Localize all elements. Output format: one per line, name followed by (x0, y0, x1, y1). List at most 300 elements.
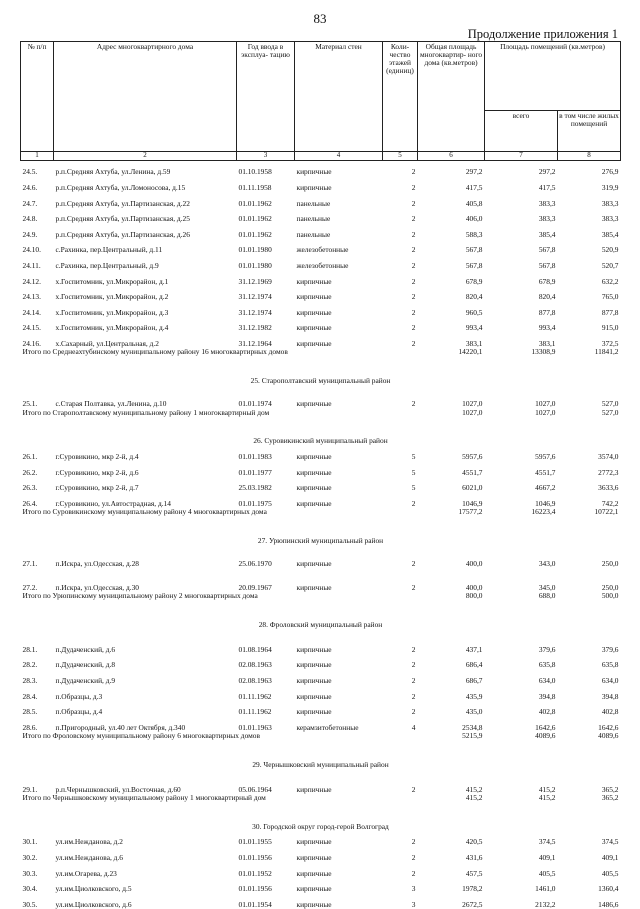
row-number-cell: 26.3. (22, 483, 38, 493)
table-row (21, 461, 621, 477)
address-cell: р.п.Средняя Ахтуба, ул.Партизанская, д.22 (55, 198, 190, 208)
table-row (21, 333, 621, 349)
table-row (21, 847, 621, 863)
residential-area-cell: 520,9 (601, 245, 619, 255)
wall-material-cell: кирпичные (296, 467, 332, 477)
header-address: Адрес многоквартирного дома (54, 42, 237, 152)
total-area-cell: 415,2 (465, 784, 483, 794)
row-number-cell: 28.2. (22, 660, 38, 670)
appendix-note: Продолжение приложения 1 (467, 27, 618, 41)
address-cell: г.Суровикино, мкр 2-й, д.4 (55, 452, 139, 462)
floors-cell: 2 (411, 338, 416, 348)
address-cell: ул.им.Огарева, д.23 (55, 868, 117, 878)
row-number-cell: 30.1. (22, 837, 38, 847)
premises-area-cell: 5957,6 (535, 452, 556, 462)
total-label: Итого по Среднеахтубинскому муниципальному району 16 многоквартирных домов (22, 348, 288, 357)
wall-material-cell: кирпичные (296, 868, 332, 878)
wall-material-cell: железобетонные (296, 261, 349, 271)
wall-material-cell: кирпичные (296, 837, 332, 847)
total-value-7: 4089,6 (535, 731, 556, 740)
row-number-cell: 24.14. (22, 307, 41, 317)
residential-area-cell: 742,2 (601, 498, 619, 508)
floors-cell: 2 (411, 323, 416, 333)
residential-area-cell: 394,8 (601, 691, 619, 701)
header-num-6: 6 (418, 152, 485, 161)
total-value-8: 10722,1 (594, 508, 619, 516)
wall-material-cell: кирпичные (296, 276, 332, 286)
row-number-cell: 24.16. (22, 338, 41, 348)
wall-material-cell: кирпичные (296, 644, 332, 654)
residential-area-cell: 877,8 (601, 307, 619, 317)
residential-area-cell: 405,5 (601, 868, 619, 878)
floors-cell: 2 (411, 853, 416, 863)
wall-material-cell: кирпичные (296, 784, 332, 794)
total-area-cell: 400,0 (465, 559, 483, 569)
table-row (21, 317, 621, 333)
floors-cell: 2 (411, 837, 416, 847)
district-total-row (21, 592, 621, 611)
premises-area-cell: 993,4 (538, 323, 556, 333)
district-section-row (21, 813, 621, 831)
row-number-cell: 30.3. (22, 868, 38, 878)
premises-area-cell: 634,0 (538, 676, 556, 686)
table-row (21, 878, 621, 894)
district-total-row (21, 348, 621, 367)
floors-cell: 3 (411, 899, 416, 909)
commission-date-cell: 31.12.1969 (238, 276, 272, 286)
row-number-cell: 27.1. (22, 559, 38, 569)
row-number-cell: 28.5. (22, 707, 38, 717)
floors-cell: 2 (411, 261, 416, 271)
table-row (21, 208, 621, 224)
floors-cell: 3 (411, 884, 416, 894)
floors-cell: 2 (411, 245, 416, 255)
section-title: 30. Городской округ город-герой Волгоград (252, 821, 389, 831)
row-number-cell: 24.15. (22, 323, 41, 333)
wall-material-cell: кирпичные (296, 338, 332, 348)
table-row (21, 831, 621, 847)
header-wall-material: Материал стен (295, 42, 383, 152)
header-num-3: 3 (237, 152, 295, 161)
total-value-6: 1027,0 (462, 408, 483, 417)
address-cell: г.Суровикино, ул.Автострадная, д.14 (55, 498, 171, 508)
row-number-cell: 26.4. (22, 498, 38, 508)
district-total-row (21, 508, 621, 527)
table-row (21, 701, 621, 717)
total-area-cell: 567,8 (465, 245, 483, 255)
total-value-7: 688,0 (538, 592, 556, 600)
table-row (21, 301, 621, 317)
table-header (21, 42, 621, 161)
wall-material-cell: кирпичные (296, 399, 332, 409)
total-value-6: 14220,1 (458, 348, 483, 357)
total-area-cell: 686,4 (465, 660, 483, 670)
commission-date-cell: 01.11.1958 (238, 183, 272, 193)
residential-area-cell: 1486,6 (598, 899, 619, 909)
table-row (21, 177, 621, 193)
residential-area-cell: 3633,6 (598, 483, 619, 493)
apartment-buildings-table (20, 41, 621, 909)
address-cell: п.Дудаченский, д.9 (55, 676, 116, 686)
floors-cell: 2 (411, 399, 416, 409)
residential-area-cell: 372,5 (601, 338, 619, 348)
address-cell: ул.им.Циолковского, д.6 (55, 899, 132, 909)
table-row (21, 629, 621, 654)
total-area-cell: 2534,8 (462, 722, 483, 732)
total-area-cell: 383,1 (465, 338, 483, 348)
wall-material-cell: кирпичные (296, 167, 332, 177)
residential-area-cell: 520,7 (601, 261, 619, 271)
commission-date-cell: 01.01.1962 (238, 198, 272, 208)
page-number: 83 (313, 11, 327, 26)
wall-material-cell: кирпичные (296, 707, 332, 717)
residential-area-cell: 632,2 (601, 276, 619, 286)
header-num-2: 2 (54, 152, 237, 161)
commission-date-cell: 01.01.1975 (238, 498, 272, 508)
residential-area-cell: 1360,4 (598, 884, 619, 894)
total-area-cell: 406,0 (465, 214, 483, 224)
address-cell: п.Образцы, д.4 (55, 707, 103, 717)
residential-area-cell: 1642,6 (598, 722, 619, 732)
header-num-4: 4 (295, 152, 383, 161)
floors-cell: 2 (411, 214, 416, 224)
table-row (21, 477, 621, 493)
total-value-7: 13308,9 (531, 348, 556, 357)
residential-area-cell: 276,9 (601, 167, 619, 177)
total-area-cell: 820,4 (465, 292, 483, 302)
wall-material-cell: кирпичные (296, 676, 332, 686)
district-section-row (21, 611, 621, 629)
commission-date-cell: 01.01.1962 (238, 229, 272, 239)
commission-date-cell: 01.01.1956 (238, 853, 272, 863)
commission-date-cell: 31.12.1982 (238, 323, 272, 333)
table-row (21, 685, 621, 701)
residential-area-cell: 402,8 (601, 707, 619, 717)
premises-area-cell: 374,5 (538, 837, 556, 847)
row-number-cell: 29.1. (22, 784, 38, 794)
total-value-8: 500,0 (601, 592, 619, 600)
table-row (21, 286, 621, 302)
district-section-row (21, 527, 621, 545)
premises-area-cell: 2132,2 (535, 899, 556, 909)
total-area-cell: 960,5 (465, 307, 483, 317)
table-row (21, 270, 621, 286)
row-number-cell: 28.3. (22, 676, 38, 686)
total-area-cell: 588,3 (465, 229, 483, 239)
total-value-7: 16223,4 (531, 508, 556, 516)
row-number-cell: 27.2. (22, 582, 38, 592)
row-number-cell: 24.11. (22, 261, 41, 271)
row-number-cell: 24.7. (22, 198, 38, 208)
commission-date-cell: 02.08.1963 (238, 676, 272, 686)
row-number-cell: 26.1. (22, 452, 38, 462)
total-value-6: 800,0 (465, 592, 483, 600)
address-cell: с.Рахинка, пер.Центральный, д.9 (55, 261, 159, 271)
premises-area-cell: 385,4 (538, 229, 556, 239)
header-num-1: 1 (21, 152, 54, 161)
header-num-5: 5 (383, 152, 418, 161)
row-number-cell: 24.13. (22, 292, 41, 302)
residential-area-cell: 634,0 (601, 676, 619, 686)
district-section-row (21, 751, 621, 769)
row-number-cell: 28.1. (22, 644, 38, 654)
district-section-row (21, 428, 621, 446)
address-cell: р.п.Средняя Ахтуба, ул.Ленина, д.59 (55, 167, 171, 177)
total-value-8: 365,2 (601, 793, 619, 802)
floors-cell: 2 (411, 498, 416, 508)
wall-material-cell: керамзитобетонные (296, 722, 359, 732)
commission-date-cell: 01.01.1980 (238, 245, 272, 255)
total-value-6: 17577,2 (458, 508, 483, 516)
row-number-cell: 25.1. (22, 399, 38, 409)
address-cell: ул.им.Циолковского, д.5 (55, 884, 132, 894)
row-number-cell: 26.2. (22, 467, 38, 477)
floors-cell: 5 (411, 467, 416, 477)
total-value-8: 527,0 (601, 408, 619, 417)
premises-area-cell: 635,8 (538, 660, 556, 670)
wall-material-cell: кирпичные (296, 292, 332, 302)
commission-date-cell: 01.01.1962 (238, 214, 272, 224)
premises-area-cell: 567,8 (538, 261, 556, 271)
header-num-8: 8 (558, 152, 621, 161)
wall-material-cell: кирпичные (296, 660, 332, 670)
commission-date-cell: 02.08.1963 (238, 660, 272, 670)
district-total-row (21, 794, 621, 813)
wall-material-cell: панельные (296, 214, 331, 224)
district-total-row (21, 409, 621, 428)
total-label: Итого по Урюпинскому муниципальному району 2 многоквартирных дома (22, 592, 258, 600)
table-row (21, 492, 621, 508)
residential-area-cell: 385,4 (601, 229, 619, 239)
table-row (21, 192, 621, 208)
total-value-8: 4089,6 (598, 731, 619, 740)
total-area-cell: 457,5 (465, 868, 483, 878)
residential-area-cell: 409,1 (601, 853, 619, 863)
floors-cell: 2 (411, 676, 416, 686)
wall-material-cell: кирпичные (296, 498, 332, 508)
floors-cell: 2 (411, 183, 416, 193)
total-area-cell: 5957,6 (462, 452, 483, 462)
total-area-cell: 435,9 (465, 691, 483, 701)
total-area-cell: 1027,0 (462, 399, 483, 409)
commission-date-cell: 01.01.1956 (238, 884, 272, 894)
floors-cell: 2 (411, 559, 416, 569)
total-area-cell: 2672,5 (462, 899, 483, 909)
commission-date-cell: 01.10.1958 (238, 167, 272, 177)
section-title: 28. Фроловский муниципальный район (258, 619, 383, 629)
commission-date-cell: 01.11.1962 (238, 707, 272, 717)
address-cell: х.Госпитомник, ул.Микрорайон, д.2 (55, 292, 169, 302)
total-area-cell: 6021,0 (462, 483, 483, 493)
premises-area-cell: 1046,9 (535, 498, 556, 508)
total-area-cell: 405,8 (465, 198, 483, 208)
commission-date-cell: 01.08.1964 (238, 644, 272, 654)
address-cell: п.Пригородный, ул.40 лет Октября, д.340 (55, 722, 186, 732)
row-number-cell: 24.9. (22, 229, 38, 239)
table-row (21, 769, 621, 794)
table-body (21, 161, 621, 909)
residential-area-cell: 3574,0 (598, 452, 619, 462)
premises-area-cell: 1027,0 (535, 399, 556, 409)
premises-area-cell: 877,8 (538, 307, 556, 317)
commission-date-cell: 01.01.1980 (238, 261, 272, 271)
section-title: 26. Суровикинский муниципальный район (253, 436, 388, 446)
residential-area-cell: 365,2 (601, 784, 619, 794)
premises-area-cell: 383,1 (538, 338, 556, 348)
address-cell: р.п.Средняя Ахтуба, ул.Ломоносова, д.15 (55, 183, 186, 193)
wall-material-cell: кирпичные (296, 559, 332, 569)
wall-material-cell: кирпичные (296, 853, 332, 863)
commission-date-cell: 01.01.1955 (238, 837, 272, 847)
address-cell: г.Суровикино, мкр 2-й, д.7 (55, 483, 139, 493)
total-area-cell: 400,0 (465, 582, 483, 592)
wall-material-cell: кирпичные (296, 691, 332, 701)
total-area-cell: 437,1 (465, 644, 483, 654)
header-area-residential: в том числе жилых помещений (558, 111, 621, 152)
row-number-cell: 30.5. (22, 899, 38, 909)
section-title: 29. Чернышковский муниципальный район (252, 759, 389, 769)
address-cell: х.Госпитомник, ул.Микрорайон, д.1 (55, 276, 169, 286)
premises-area-cell: 394,8 (538, 691, 556, 701)
address-cell: х.Сахарный, ул.Центральная, д.2 (55, 338, 159, 348)
premises-area-cell: 820,4 (538, 292, 556, 302)
premises-area-cell: 402,8 (538, 707, 556, 717)
wall-material-cell: кирпичные (296, 884, 332, 894)
commission-date-cell: 31.12.1974 (238, 292, 272, 302)
header-premises-area: Площадь помещений (кв.метров) (485, 42, 621, 111)
header-year: Год ввода в эксплуа- тацию (237, 42, 295, 152)
total-area-cell: 420,5 (465, 837, 483, 847)
premises-area-cell: 379,6 (538, 644, 556, 654)
premises-area-cell: 345,0 (538, 582, 556, 592)
floors-cell: 2 (411, 229, 416, 239)
address-cell: ул.им.Нежданова, д.6 (55, 853, 123, 863)
floors-cell: 2 (411, 292, 416, 302)
total-area-cell: 1046,9 (462, 498, 483, 508)
floors-cell: 2 (411, 868, 416, 878)
address-cell: р.п.Чернышковский, ул.Восточная, д.60 (55, 784, 181, 794)
commission-date-cell: 01.01.1974 (238, 399, 272, 409)
premises-area-cell: 405,5 (538, 868, 556, 878)
total-area-cell: 678,9 (465, 276, 483, 286)
address-cell: х.Госпитомник, ул.Микрорайон, д.4 (55, 323, 169, 333)
address-cell: с.Старая Полтавка, ул.Ленина, д.10 (55, 399, 167, 409)
table-row (21, 862, 621, 878)
premises-area-cell: 417,5 (538, 183, 556, 193)
residential-area-cell: 250,0 (601, 559, 619, 569)
section-title: 27. Урюпинский муниципальный район (257, 535, 384, 545)
row-number-cell: 30.4. (22, 884, 38, 894)
premises-area-cell: 409,1 (538, 853, 556, 863)
premises-area-cell: 4551,7 (535, 467, 556, 477)
premises-area-cell: 383,3 (538, 198, 556, 208)
total-value-6: 5215,9 (462, 731, 483, 740)
residential-area-cell: 374,5 (601, 837, 619, 847)
commission-date-cell: 01.01.1954 (238, 899, 272, 909)
table-row (21, 569, 621, 593)
premises-area-cell: 1642,6 (535, 722, 556, 732)
wall-material-cell: кирпичные (296, 307, 332, 317)
row-number-cell: 24.10. (22, 245, 41, 255)
address-cell: г.Суровикино, мкр 2-й, д.6 (55, 467, 139, 477)
wall-material-cell: кирпичные (296, 899, 332, 909)
total-area-cell: 4551,7 (462, 467, 483, 477)
header-floors: Коли- чество этажей (единиц) (383, 42, 418, 152)
header-total-area: Общая площадь многоквартир- ного дома (кв.метров) (418, 42, 485, 152)
premises-area-cell: 567,8 (538, 245, 556, 255)
commission-date-cell: 01.01.1977 (238, 467, 272, 477)
address-cell: р.п.Средняя Ахтуба, ул.Партизанская, д.25 (55, 214, 190, 224)
floors-cell: 2 (411, 784, 416, 794)
total-area-cell: 993,4 (465, 323, 483, 333)
floors-cell: 5 (411, 452, 416, 462)
total-area-cell: 1978,2 (462, 884, 483, 894)
residential-area-cell: 250,0 (601, 582, 619, 592)
total-area-cell: 686,7 (465, 676, 483, 686)
row-number-cell: 28.4. (22, 691, 38, 701)
floors-cell: 2 (411, 276, 416, 286)
address-cell: п.Дудаченский, д.6 (55, 644, 116, 654)
floors-cell: 4 (411, 722, 416, 732)
row-number-cell: 30.2. (22, 853, 38, 863)
wall-material-cell: кирпичные (296, 183, 332, 193)
wall-material-cell: кирпичные (296, 483, 332, 493)
table-row (21, 385, 621, 409)
address-cell: п.Искра, ул.Одесская, д.28 (55, 559, 139, 569)
residential-area-cell: 383,3 (601, 198, 619, 208)
table-row (21, 545, 621, 569)
total-value-6: 415,2 (465, 793, 483, 802)
floors-cell: 2 (411, 691, 416, 701)
residential-area-cell: 383,3 (601, 214, 619, 224)
residential-area-cell: 635,8 (601, 660, 619, 670)
total-label: Итого по Старополтавскому муниципальному району 1 многоквартирный дом (22, 408, 270, 417)
wall-material-cell: панельные (296, 198, 331, 208)
table-row (21, 893, 621, 909)
table-row (21, 716, 621, 732)
floors-cell: 2 (411, 707, 416, 717)
total-area-cell: 567,8 (465, 261, 483, 271)
wall-material-cell: кирпичные (296, 582, 332, 592)
floors-cell: 2 (411, 167, 416, 177)
total-value-7: 1027,0 (535, 408, 556, 417)
premises-area-cell: 383,3 (538, 214, 556, 224)
section-title: 25. Старополтавский муниципальный район (250, 375, 391, 385)
address-cell: п.Искра, ул.Одесская, д.30 (55, 582, 139, 592)
commission-date-cell: 01.01.1963 (238, 722, 272, 732)
total-label: Итого по Суровикинскому муниципальному району 4 многоквартирных дома (22, 508, 267, 516)
row-number-cell: 24.5. (22, 167, 38, 177)
premises-area-cell: 4667,2 (535, 483, 556, 493)
residential-area-cell: 319,9 (601, 183, 619, 193)
address-cell: х.Госпитомник, ул.Микрорайон, д.3 (55, 307, 169, 317)
commission-date-cell: 01.01.1983 (238, 452, 272, 462)
commission-date-cell: 20.09.1967 (238, 582, 272, 592)
total-value-8: 11841,2 (594, 348, 619, 357)
address-cell: р.п.Средняя Ахтуба, ул.Партизанская, д.26 (55, 229, 190, 239)
table-row (21, 654, 621, 670)
commission-date-cell: 31.12.1964 (238, 338, 272, 348)
district-section-row (21, 367, 621, 385)
floors-cell: 2 (411, 307, 416, 317)
row-number-cell: 24.8. (22, 214, 38, 224)
residential-area-cell: 765,0 (601, 292, 619, 302)
premises-area-cell: 415,2 (538, 784, 556, 794)
address-cell: п.Образцы, д.3 (55, 691, 103, 701)
total-area-cell: 417,5 (465, 183, 483, 193)
total-label: Итого по Фроловскому муниципальному району 6 многоквартирных домов (22, 731, 260, 740)
wall-material-cell: кирпичные (296, 452, 332, 462)
